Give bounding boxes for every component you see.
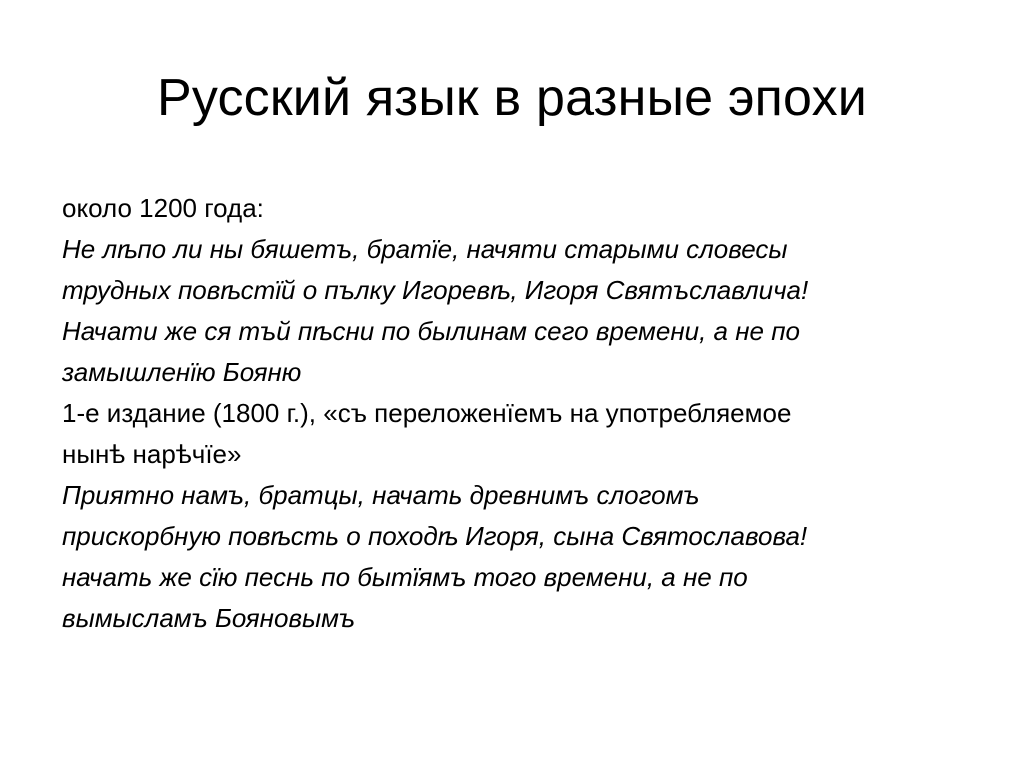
slide-title: Русский язык в разные эпохи — [156, 69, 868, 127]
slide-body — [62, 188, 982, 639]
body-line-old-text-1: Не лѣпо ли ны бяшетъ, братїе, начяти старыми словесы — [62, 234, 788, 264]
body-line-old-text-3: Начати же ся тъй пѣсни по былинам сего времени, а не по — [62, 316, 800, 346]
body-line-edition-label-2: нынѣ нарѣчїе» — [62, 439, 242, 469]
body-line-era-label: около 1200 года: — [62, 193, 264, 223]
body-line-translation-1: Приятно намъ, братцы, начать древнимъ слогомъ — [62, 480, 700, 510]
body-line-old-text-4: замышленїю Бояню — [62, 357, 302, 387]
body-line-translation-3: начать же сїю песнь по бытїямъ того времени, а не по — [62, 562, 748, 592]
body-line-old-text-2: трудных повѣстїй о пълку Игоревѣ, Игоря Святъславлича! — [62, 275, 809, 305]
body-line-edition-label-1: 1-е издание (1800 г.), «съ переложенїемъ на употребляемое — [62, 398, 792, 428]
body-line-translation-4: вымысламъ Бояновымъ — [62, 603, 356, 633]
body-line-translation-2: прискорбную повѣсть о походѣ Игоря, сына Святославова! — [62, 521, 808, 551]
